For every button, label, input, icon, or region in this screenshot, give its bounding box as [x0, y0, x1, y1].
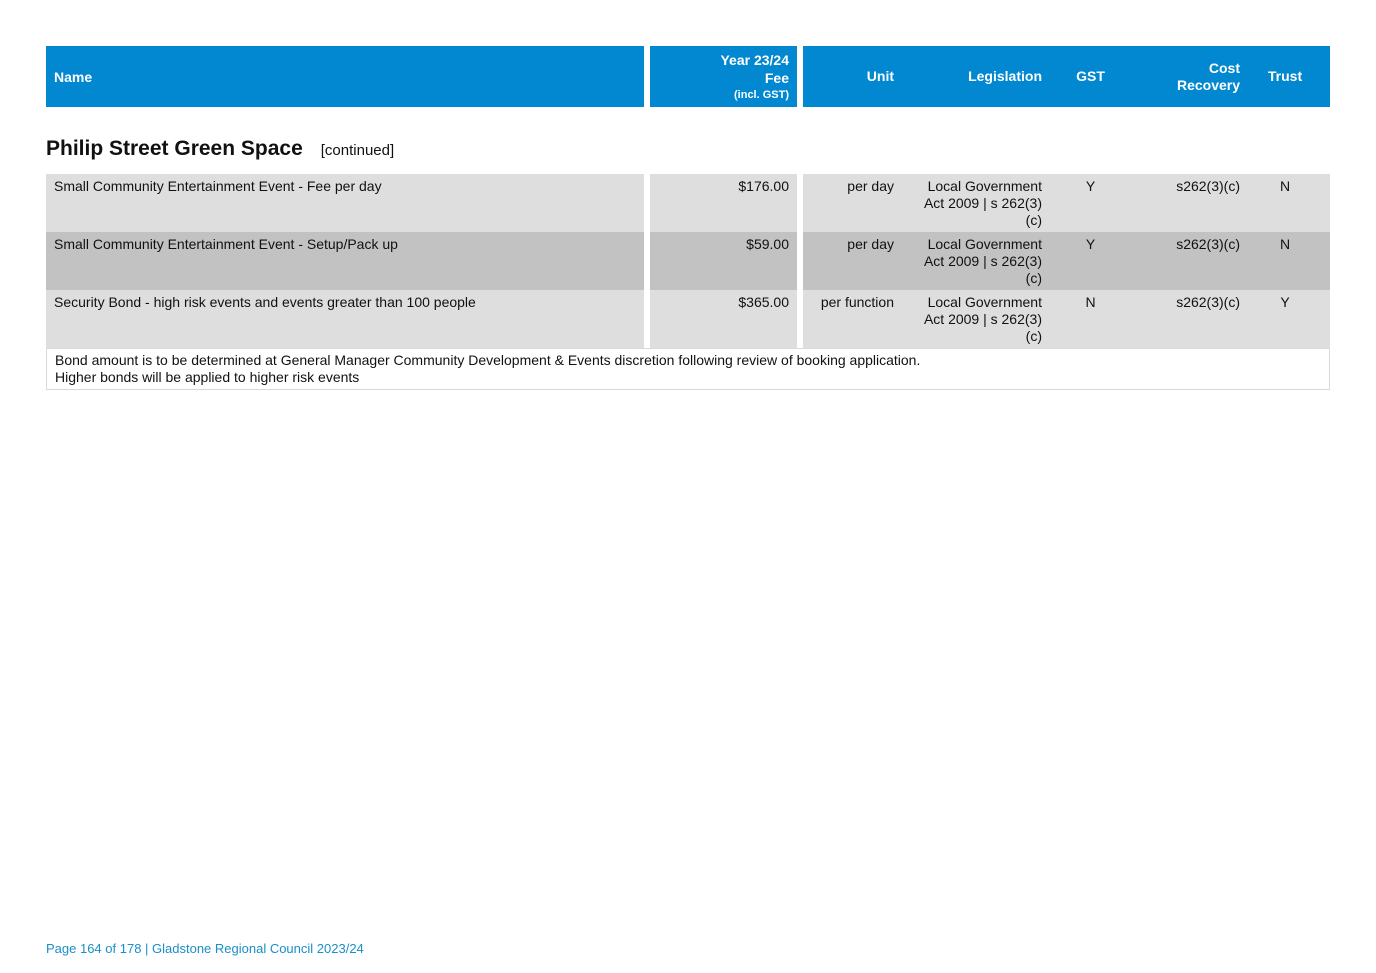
row-details — [803, 290, 1330, 348]
row-legislation-line2: Act 2009 | s 262(3) — [923, 195, 1042, 211]
row-legislation — [894, 178, 1042, 229]
row-legislation-line1: Local Government — [927, 236, 1042, 252]
bond-note-line1: Bond amount is to be determined at General Manager Community Development & Events discretion following review of booking application. — [55, 352, 921, 368]
row-fee: $59.00 — [650, 232, 797, 290]
row-name: Small Community Entertainment Event - Fee per day — [46, 174, 644, 232]
row-gst: Y — [1085, 178, 1096, 194]
row-trust: N — [1279, 236, 1291, 252]
row-unit: per day — [847, 178, 894, 194]
row-cost-recovery: s262(3)(c) — [1176, 236, 1240, 252]
column-header-name-label: Name — [54, 68, 93, 85]
row-fee: $365.00 — [650, 290, 797, 348]
column-header-cost-line1: Cost — [1208, 59, 1240, 76]
column-header-fee-year: Year 23/24 — [720, 52, 789, 68]
row-gst: Y — [1085, 236, 1096, 252]
section-title — [46, 137, 394, 161]
column-header-fee — [650, 46, 797, 107]
row-details — [803, 174, 1330, 232]
row-cost-recovery: s262(3)(c) — [1176, 178, 1240, 194]
bond-note-line2: Higher bonds will be applied to higher risk events — [55, 369, 360, 385]
column-header-group — [803, 46, 1330, 107]
row-legislation-line2: Act 2009 | s 262(3) — [923, 253, 1042, 269]
table-row — [46, 232, 1330, 290]
column-header-trust: Trust — [1267, 68, 1303, 84]
row-cost-recovery: s262(3)(c) — [1176, 294, 1240, 310]
bond-note — [46, 348, 1330, 390]
row-legislation-line3: (c) — [1025, 212, 1042, 228]
column-header-cost-recovery — [1133, 46, 1240, 107]
row-legislation-line3: (c) — [1025, 328, 1042, 344]
table-row — [46, 290, 1330, 348]
row-trust: N — [1279, 178, 1291, 194]
column-header-cost-line2: Recovery — [1176, 76, 1240, 93]
row-legislation-line1: Local Government — [927, 178, 1042, 194]
column-header-fee-gst-note: (incl. GST) — [734, 89, 789, 101]
column-header-fee-label: Fee — [764, 70, 789, 86]
column-header-legislation: Legislation — [968, 68, 1042, 84]
page-footer: Page 164 of 178 | Gladstone Regional Council 2023/24 — [46, 941, 364, 956]
row-details — [803, 232, 1330, 290]
row-legislation-line3: (c) — [1025, 270, 1042, 286]
row-fee: $176.00 — [650, 174, 797, 232]
row-unit: per function — [820, 294, 894, 310]
column-header-unit: Unit — [866, 68, 894, 84]
row-legislation — [894, 294, 1042, 345]
column-header-name — [46, 46, 644, 107]
row-unit: per day — [847, 236, 894, 252]
row-legislation-line2: Act 2009 | s 262(3) — [923, 311, 1042, 327]
row-trust: Y — [1280, 294, 1290, 310]
row-name: Small Community Entertainment Event - Setup/Pack up — [46, 232, 644, 290]
section-title-text: Philip Street Green Space — [46, 137, 303, 160]
column-header-gst: GST — [1076, 68, 1105, 84]
section-continued-label: [continued] — [320, 142, 395, 159]
row-gst: N — [1085, 294, 1096, 310]
row-legislation-line1: Local Government — [927, 294, 1042, 310]
table-row — [46, 174, 1330, 232]
row-name: Security Bond - high risk events and events greater than 100 people — [46, 290, 644, 348]
row-legislation — [894, 236, 1042, 287]
